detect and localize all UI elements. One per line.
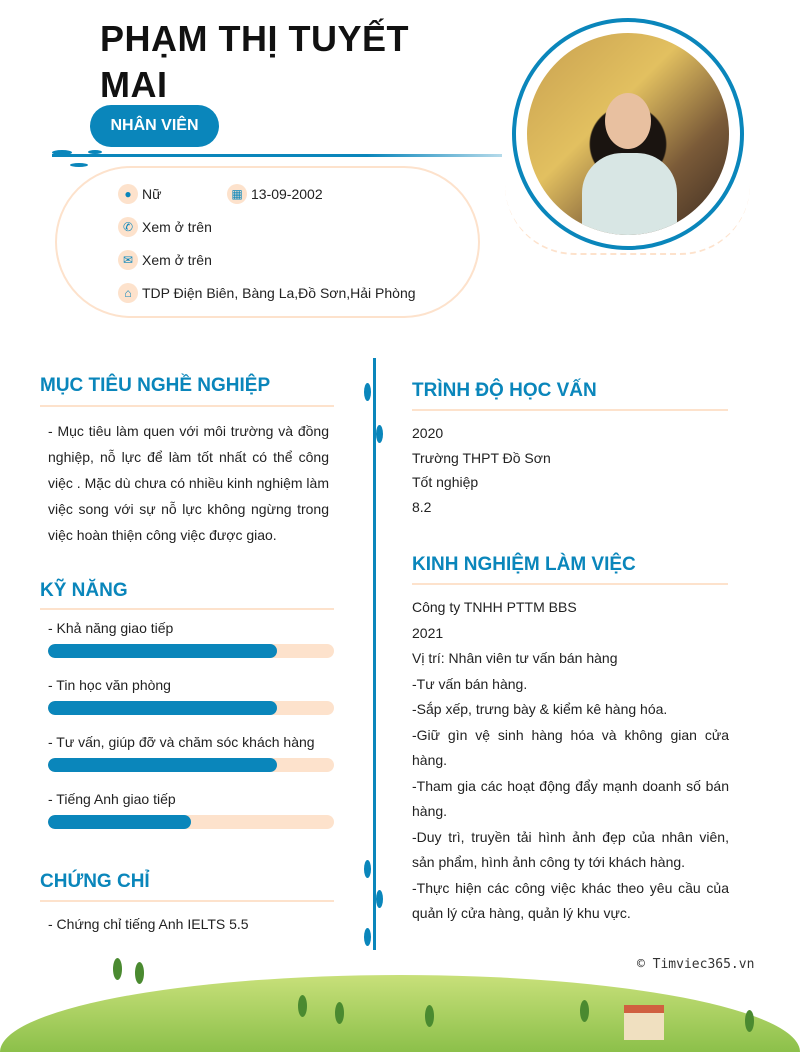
tree-icon (745, 1010, 754, 1032)
tree-icon (335, 1002, 344, 1024)
avatar (527, 33, 729, 235)
phone-icon: ✆ (118, 217, 138, 237)
experience-duty: -Sắp xếp, trưng bày & kiểm kê hàng hóa. (412, 701, 668, 717)
email-row (118, 250, 212, 270)
objective-title: MỤC TIÊU NGHỀ NGHIỆP (40, 375, 271, 396)
decor-dot (52, 150, 72, 155)
tree-icon (113, 958, 122, 980)
tree-icon (580, 1000, 589, 1022)
experience-position: Vị trí: Nhân viên tư vấn bán hàng (412, 650, 618, 666)
skills-title: KỸ NĂNG (40, 580, 128, 601)
education-title: TRÌNH ĐỘ HỌC VẤN (412, 380, 597, 401)
skill-bar (48, 815, 334, 829)
experience-duty: -Tham gia các hoạt động đẩy mạnh doanh số bán hàng. (412, 777, 729, 819)
skill-bar-fill (48, 701, 277, 715)
certificates-title: CHỨNG CHỈ (40, 871, 150, 892)
envelope-icon: ✉ (118, 250, 138, 270)
decor-dot (364, 928, 371, 946)
experience-duty: -Tư vấn bán hàng. (412, 675, 528, 692)
gender: Nữ (142, 186, 162, 202)
role-badge: NHÂN VIÊN (90, 105, 219, 147)
birthday-row (227, 184, 323, 204)
skill-bar (48, 644, 334, 658)
phone: Xem ở trên (142, 219, 212, 235)
skill-label: - Tiếng Anh giao tiếp (48, 791, 176, 807)
column-divider (373, 358, 376, 950)
email: Xem ở trên (142, 252, 212, 268)
decor-dot (364, 383, 371, 401)
experience-year: 2021 (412, 624, 444, 641)
skill-item (48, 791, 334, 829)
objective-text: - Mục tiêu làm quen với môi trường và đồng nghiệp, nỗ lực để làm tốt nhất có thể công việc . Mặc dù chưa có nhiều kinh nghiệm làm việc song với sự nỗ lực không ngừng trong việc hoàn thiện công việc được giao. (48, 423, 329, 543)
certificate-text: - Chứng chỉ tiếng Anh IELTS 5.5 (48, 916, 249, 932)
user-icon: ● (118, 184, 138, 204)
section-separator (40, 900, 334, 902)
gender-row (118, 184, 161, 204)
skill-item (48, 734, 334, 772)
decor-dot (364, 860, 371, 878)
education-year: 2020 (412, 425, 444, 441)
education-status: Tốt nghiệp (412, 474, 479, 490)
copyright: © Timviec365.vn (637, 957, 755, 972)
skill-bar-fill (48, 815, 191, 829)
landscape-illustration (0, 975, 800, 1052)
skill-label: - Tư vấn, giúp đỡ và chăm sóc khách hàng (48, 734, 315, 750)
birthday: 13-09-2002 (251, 186, 323, 202)
skill-bar (48, 701, 334, 715)
skill-bar-fill (48, 758, 277, 772)
tree-icon (425, 1005, 434, 1027)
candidate-name: PHẠM THỊ TUYẾT MAI (100, 18, 409, 105)
tree-icon (135, 962, 144, 984)
calendar-icon: ▦ (227, 184, 247, 204)
skill-label: - Tin học văn phòng (48, 677, 171, 693)
experience-details (412, 595, 729, 927)
education-details (412, 421, 551, 519)
experience-duty: -Giữ gìn vệ sinh hàng hóa và không gian cửa hàng. (412, 726, 729, 768)
skill-bar-fill (48, 644, 277, 658)
tree-icon (298, 995, 307, 1017)
decor-dot (376, 425, 383, 443)
education-score: 8.2 (412, 498, 432, 515)
header-divider (52, 154, 502, 157)
section-separator (40, 405, 334, 407)
address-row (118, 283, 416, 303)
section-separator (412, 409, 728, 411)
skill-bar (48, 758, 334, 772)
home-icon: ⌂ (118, 283, 138, 303)
experience-title: KINH NGHIỆM LÀM VIỆC (412, 554, 636, 575)
section-separator (412, 583, 728, 585)
decor-dot (70, 163, 88, 167)
address: TDP Điện Biên, Bàng La,Đồ Sơn,Hải Phòng (142, 285, 416, 301)
house-icon (624, 1005, 664, 1040)
skill-item (48, 677, 334, 715)
decor-dot (376, 890, 383, 908)
experience-duty: -Duy trì, truyền tải hình ảnh đẹp của nhân viên, sản phẩm, hình ảnh công ty tới khách hàng. (412, 828, 729, 870)
experience-company: Công ty TNHH PTTM BBS (412, 599, 577, 615)
section-separator (40, 608, 334, 610)
education-school: Trường THPT Đồ Sơn (412, 449, 551, 466)
skill-item (48, 620, 334, 658)
experience-duty: -Thực hiện các công việc khác theo yêu cầu của quản lý cửa hàng, quản lý khu vực. (412, 879, 729, 921)
skill-label: - Khả năng giao tiếp (48, 620, 174, 636)
phone-row (118, 217, 212, 237)
decor-dot (88, 150, 102, 154)
